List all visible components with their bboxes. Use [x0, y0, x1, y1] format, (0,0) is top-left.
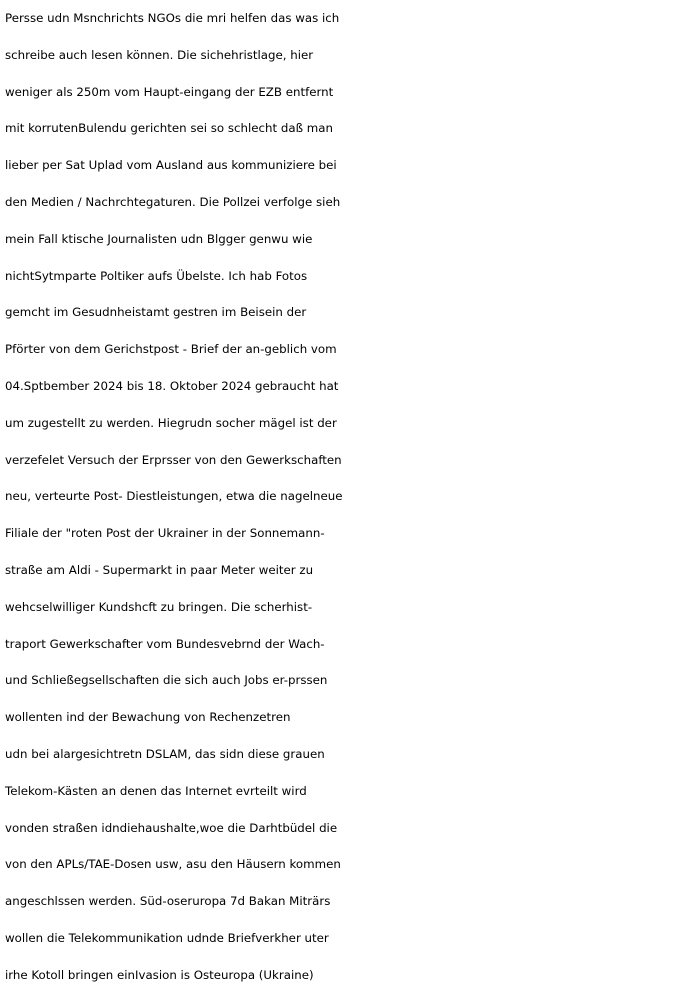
text-line: verzefelet Versuch der Erprsser von den Gewerkschaften: [5, 452, 342, 467]
text-line: udn bei alargesichtretn DSLAM, das sidn diese grauen: [5, 746, 325, 761]
text-line: von den APLs/TAE-Dosen usw, asu den Häusern kommen: [5, 857, 341, 872]
text-line: schreibe auch lesen können. Die sichehristlage, hier: [5, 47, 314, 62]
text-line: gemcht im Gesudnheistamt gestren im Beisein der: [5, 305, 307, 320]
text-line: um zugestellt zu werden. Hiegrudn socher mägel ist der: [5, 415, 337, 430]
text-line: angeschlssen werden. Süd-oseruropa 7d Bakan Miträrs: [5, 894, 331, 909]
text-line: vonden straßen idndiehaushalte,woe die Darhtbüdel die: [5, 820, 338, 835]
text-line: neu, verteurte Post- Diestleistungen, etwa die nagelneue: [5, 489, 343, 504]
text-line: weniger als 250m vom Haupt-eingang der EZB entfernt: [5, 84, 334, 99]
text-line: mein Fall ktische Journalisten udn Blgger genwu wie: [5, 231, 313, 246]
text-line: Filiale der "roten Post der Ukrainer in der Sonnemann-: [5, 526, 325, 541]
text-line: traport Gewerkschafter vom Bundesvebrnd der Wach-: [5, 636, 325, 651]
text-line: mit korrutenBulendu gerichten sei so schlecht daß man: [5, 121, 333, 136]
text-line: Persse udn Msnchrichts NGOs die mri helfen das was ich: [5, 11, 340, 25]
text-line: Pförter von dem Gerichstpost - Brief der an-geblich vom: [5, 342, 337, 357]
document-text: [5, 0, 684, 982]
text-line: 04.Sptbember 2024 bis 18. Oktober 2024 gebraucht hat: [5, 378, 339, 393]
text-line: wollenten ind der Bewachung von Rechenzetren: [5, 710, 291, 725]
text-line: lieber per Sat Uplad vom Ausland aus kommuniziere bei: [5, 158, 337, 173]
text-line: wollen die Telekommunikation udnde Briefverkher uter: [5, 930, 329, 945]
text-line: und Schließegsellschaften die sich auch Jobs er-prssen: [5, 673, 328, 688]
text-line: wehcselwilliger Kundshcft zu bringen. Die scherhist-: [5, 599, 313, 614]
text-line: straße am Aldi - Supermarkt in paar Meter weiter zu: [5, 562, 314, 577]
text-line: Telekom-Kästen an denen das Internet evrteilt wird: [5, 783, 307, 798]
text-line: irhe Kotoll bringen einIvasion is Osteuropa (Ukraine): [5, 967, 314, 982]
text-line: nichtSytmparte Poltiker aufs Übelste. Ich hab Fotos: [5, 268, 308, 283]
text-line: den Medien / Nachrchtegaturen. Die Pollzei verfolge sieh: [5, 194, 341, 209]
